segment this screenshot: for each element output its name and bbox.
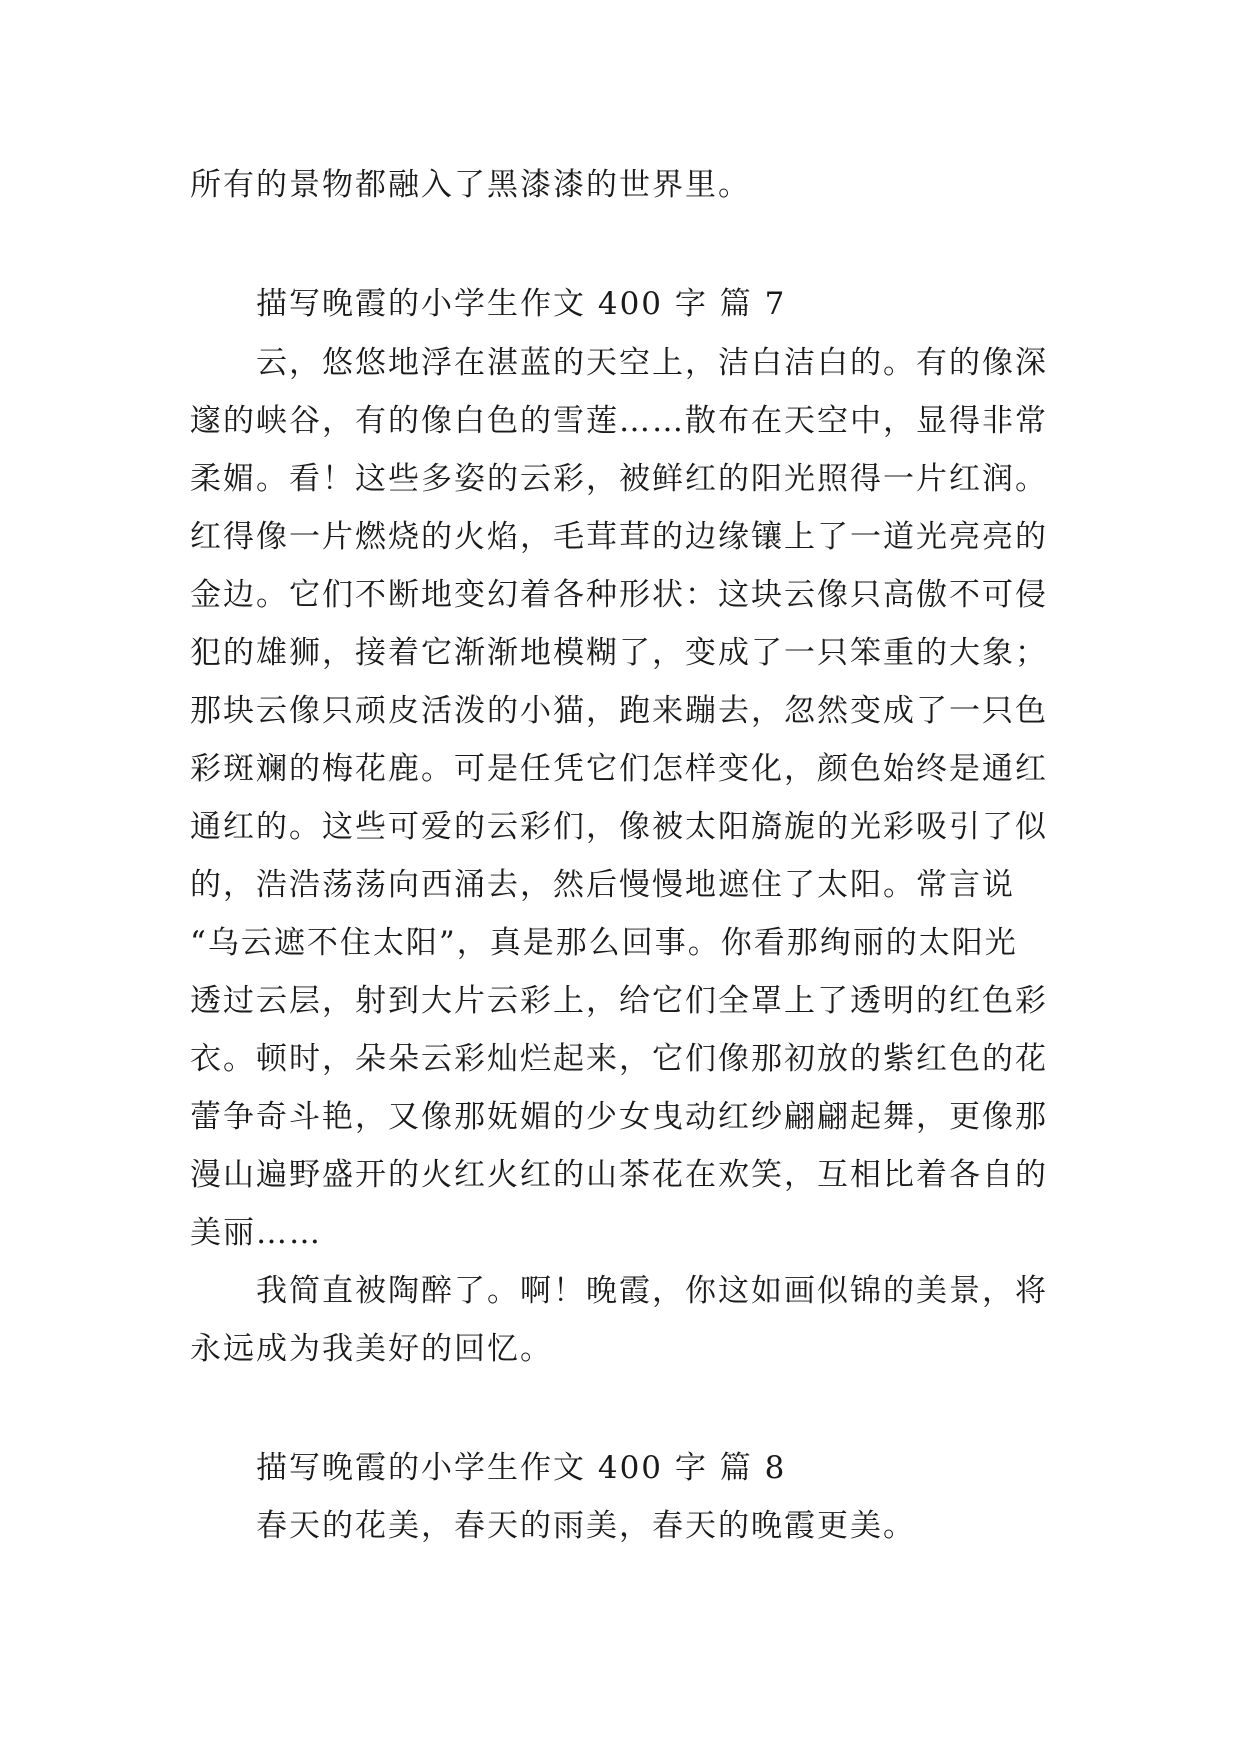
paragraph-line: 犯的雄狮，接着它渐渐地模糊了，变成了一只笨重的大象； [190,635,1048,671]
paragraph-line: “乌云遮不住太阳”，真是那么回事。你看那绚丽的太阳光 [190,925,1018,961]
paragraph-line: 彩斑斓的梅花鹿。可是任凭它们怎样变化，颜色始终是通红 [190,751,1048,787]
paragraph-line: 金边。它们不断地变幻着各种形状：这块云像只高傲不可侵 [190,577,1048,613]
paragraph-line: 通红的。这些可爱的云彩们，像被太阳旖旎的光彩吸引了似 [190,809,1048,845]
paragraph-line: 红得像一片燃烧的火焰，毛茸茸的边缘镶上了一道光亮亮的 [190,519,1048,555]
paragraph-line: 的，浩浩荡荡向西涌去，然后慢慢地遮住了太阳。常言说 [190,867,1015,903]
paragraph-line: 柔媚。看！这些多姿的云彩，被鲜红的阳光照得一片红润。 [190,461,1048,497]
paragraph-line: 春天的花美，春天的雨美，春天的晚霞更美。 [256,1508,916,1544]
paragraph-line: 蕾争奇斗艳，又像那妩媚的少女曳动红纱翩翩起舞，更像那 [190,1099,1048,1135]
paragraph-line: 永远成为我美好的回忆。 [190,1331,553,1367]
paragraph-line: 美丽…… [190,1215,322,1251]
paragraph-line: 邃的峡谷，有的像白色的雪莲……散布在天空中，显得非常 [190,403,1048,439]
section-8-title: 描写晚霞的小学生作文 400 字 篇 8 [256,1450,787,1486]
paragraph-line: 漫山遍野盛开的火红火红的山茶花在欢笑，互相比着各自的 [190,1157,1048,1193]
section-7-title: 描写晚霞的小学生作文 400 字 篇 7 [256,286,787,322]
paragraph-line: 那块云像只顽皮活泼的小猫，跑来蹦去，忽然变成了一只色 [190,693,1048,729]
paragraph-line: 衣。顿时，朵朵云彩灿烂起来，它们像那初放的紫红色的花 [190,1041,1048,1077]
continuation-text: 所有的景物都融入了黑漆漆的世界里。 [190,167,751,203]
paragraph-line: 透过云层，射到大片云彩上，给它们全罩上了透明的红色彩 [190,983,1048,1019]
paragraph-line: 云，悠悠地浮在湛蓝的天空上，洁白洁白的。有的像深 [256,345,1048,381]
paragraph-line: 我简直被陶醉了。啊！晚霞，你这如画似锦的美景，将 [256,1273,1048,1309]
